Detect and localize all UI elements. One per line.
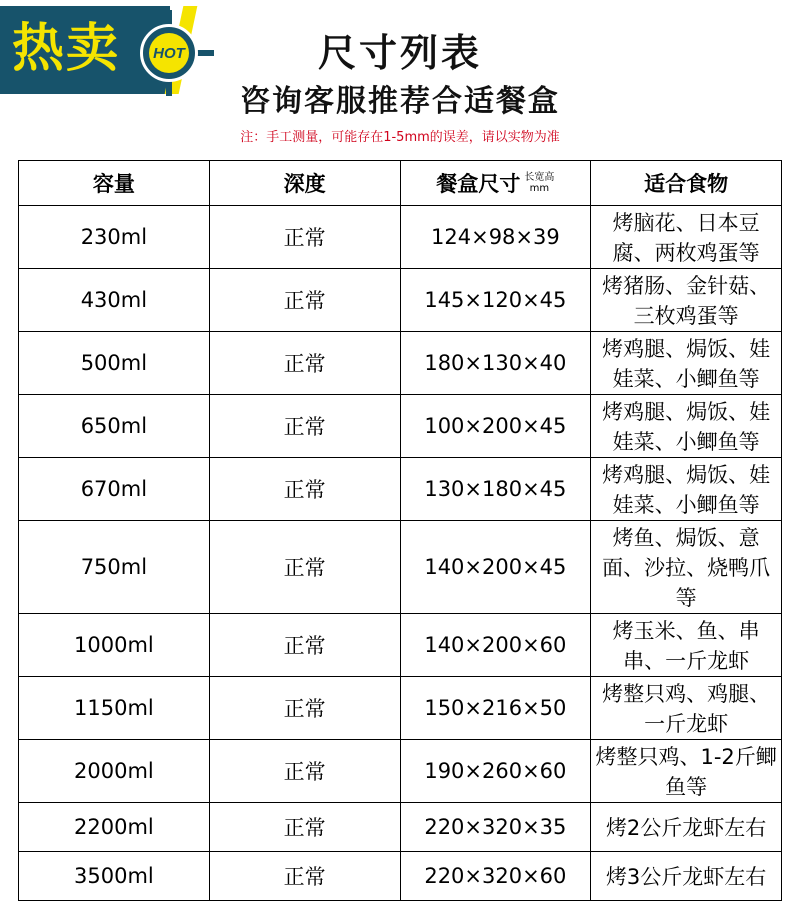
page-subtitle: 咨询客服推荐合适餐盒 [240,84,560,119]
table-row [19,332,782,395]
column-header-food: 适合食物 [591,161,782,206]
cell-depth: 正常 [209,521,400,614]
cell-capacity: 230ml [19,206,210,269]
cell-capacity: 430ml [19,269,210,332]
cell-capacity: 500ml [19,332,210,395]
dimension-unit-line2: mm [529,183,550,194]
cell-depth: 正常 [209,458,400,521]
cell-capacity: 650ml [19,395,210,458]
cell-food: 烤3公斤龙虾左右 [591,852,782,901]
cell-food: 烤脑花、日本豆腐、两枚鸡蛋等 [591,206,782,269]
banner-label: 热卖 [12,19,121,79]
cell-dimension: 190×260×60 [400,740,591,803]
cell-food: 烤整只鸡、鸡腿、一斤龙虾 [591,677,782,740]
cell-food: 烤鱼、焗饭、意面、沙拉、烧鸭爪等 [591,521,782,614]
size-table-wrapper [18,160,782,901]
cell-food: 烤玉米、鱼、串串、一斤龙虾 [591,614,782,677]
cell-depth: 正常 [209,803,400,852]
table-header-row [19,161,782,206]
table-row [19,614,782,677]
cell-capacity: 1000ml [19,614,210,677]
table-row [19,740,782,803]
cell-food: 烤鸡腿、焗饭、娃娃菜、小鲫鱼等 [591,458,782,521]
cell-capacity: 1150ml [19,677,210,740]
cell-dimension: 220×320×35 [400,803,591,852]
cell-depth: 正常 [209,395,400,458]
page-title: 尺寸列表 [317,31,482,75]
cell-capacity: 2000ml [19,740,210,803]
cell-depth: 正常 [209,614,400,677]
column-header-capacity: 容量 [19,161,210,206]
table-header [19,161,782,206]
cell-food: 烤鸡腿、焗饭、娃娃菜、小鲫鱼等 [591,395,782,458]
table-row [19,803,782,852]
cell-dimension: 100×200×45 [400,395,591,458]
table-row [19,677,782,740]
table-row [19,852,782,901]
column-header-dimension-unit [524,172,554,194]
column-header-dimension [400,161,591,206]
table-row [19,269,782,332]
cell-dimension: 140×200×60 [400,614,591,677]
dimension-unit-line1: 长宽高 [524,172,555,183]
cell-food: 烤2公斤龙虾左右 [591,803,782,852]
cell-dimension: 180×130×40 [400,332,591,395]
cell-capacity: 3500ml [19,852,210,901]
table-body [19,206,782,901]
table-row [19,206,782,269]
cell-depth: 正常 [209,269,400,332]
cell-depth: 正常 [209,740,400,803]
cell-capacity: 2200ml [19,803,210,852]
table-row [19,458,782,521]
table-row [19,521,782,614]
cell-food: 烤鸡腿、焗饭、娃娃菜、小鲫鱼等 [591,332,782,395]
cell-dimension: 145×120×45 [400,269,591,332]
cell-depth: 正常 [209,677,400,740]
cell-food: 烤猪肠、金针菇、三枚鸡蛋等 [591,269,782,332]
cell-depth: 正常 [209,852,400,901]
cell-food: 烤整只鸡、1-2斤鲫鱼等 [591,740,782,803]
hot-badge-text: HOT [149,33,189,73]
cell-capacity: 670ml [19,458,210,521]
cell-capacity: 750ml [19,521,210,614]
cell-dimension: 124×98×39 [400,206,591,269]
cell-depth: 正常 [209,206,400,269]
table-row [19,395,782,458]
cell-dimension: 140×200×45 [400,521,591,614]
column-header-dimension-label: 餐盒尺寸 [436,172,521,196]
cell-dimension: 130×180×45 [400,458,591,521]
cell-dimension: 150×216×50 [400,677,591,740]
size-table [18,160,782,901]
measurement-note: 注：手工测量，可能存在1-5mm的误差，请以实物为准 [240,130,560,145]
column-header-depth: 深度 [209,161,400,206]
cell-depth: 正常 [209,332,400,395]
cell-dimension: 220×320×60 [400,852,591,901]
